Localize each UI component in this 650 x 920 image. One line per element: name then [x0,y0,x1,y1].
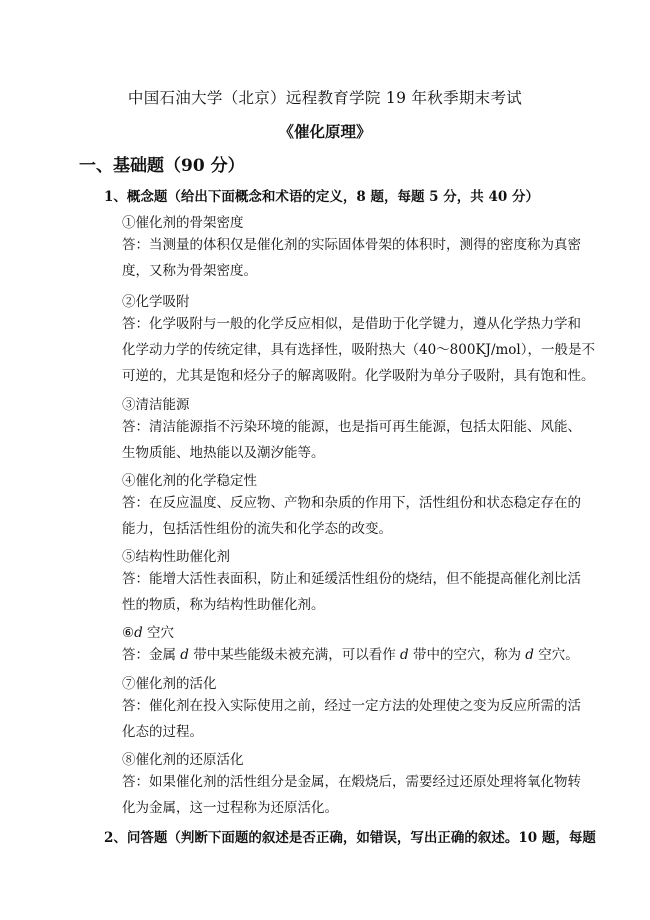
term-item-7: ⑦催化剂的活化 [122,676,217,692]
answer-line: 能力，包括活性组份的流失和化学态的改变。 [122,521,392,537]
answer-italic-d: d [180,647,189,663]
answer-text: 带中某些能级未被充满，可以看作 [188,647,401,663]
term-suffix: 空穴 [142,625,175,641]
course-title: 《催化原理》 [278,122,372,141]
exam-header-title: 中国石油大学（北京）远程教育学院 19 年秋季期末考试 [127,89,523,107]
term-prefix: ⑥ [122,625,135,641]
term-italic-d: d [134,625,143,641]
answer-item-1 [122,232,581,284]
term-item-4: ④催化剂的化学稳定性 [122,473,257,489]
answer-text: 答：金属 [122,647,181,663]
term-item-1: ①催化剂的骨架密度 [122,215,244,231]
question-1-heading: 1、概念题（给出下面概念和术语的定义，8 题，每题 5 分，共 40 分） [104,189,539,205]
term-item-2: ②化学吸附 [122,294,190,310]
answer-line: 可逆的，尤其是饱和烃分子的解离吸附。化学吸附为单分子吸附，具有饱和性。 [122,368,595,384]
term-item-5: ⑤结构性助催化剂 [122,549,230,565]
answer-line: 性的物质，称为结构性助催化剂。 [122,597,325,613]
answer-item-7 [122,693,581,745]
answer-line: 答：化学吸附与一般的化学反应相似，是借助于化学键力，遵从化学热力学和 [122,316,581,332]
answer-italic-d: d [525,647,534,663]
section-heading: 一、基础题（90 分） [79,156,245,176]
answer-item-8 [122,769,581,821]
answer-item-4 [122,490,581,542]
answer-item-2 [122,311,595,389]
answer-line: 答：催化剂在投入实际使用之前，经过一定方法的处理使之变为反应所需的活 [122,698,581,714]
answer-line: 化为金属，这一过程称为还原活化。 [122,800,338,816]
answer-line: 化态的过程。 [122,724,203,740]
answer-line: 化学动力学的传统定律，具有选择性，吸附热大（40～800KJ/mol），一般是不 [122,342,595,358]
answer-line: 答：在反应温度、反应物、产物和杂质的作用下，活性组份和状态稳定存在的 [122,495,581,511]
answer-italic-d: d [400,647,409,663]
answer-line: 答：如果催化剂的活性组分是金属，在煅烧后，需要经过还原处理将氧化物转 [122,774,581,790]
answer-item-5 [122,566,581,618]
term-item-3: ③清洁能源 [122,397,190,413]
answer-line: 答：能增大活性表面积，防止和延缓活性组份的烧结，但不能提高催化剂比活 [122,571,581,587]
answer-line [122,642,579,668]
answer-text: 空穴。 [533,647,579,663]
answer-line: 度，又称为骨架密度。 [122,263,257,279]
answer-line: 答：清洁能源指不污染环境的能源，也是指可再生能源，包括太阳能、风能、 [122,419,581,435]
answer-line: 答：当测量的体积仅是催化剂的实际固体骨架的体积时，测得的密度称为真密 [122,237,581,253]
term-item-6 [122,621,174,641]
question-2-heading: 2、问答题（判断下面题的叙述是否正确，如错误，写出正确的叙述。10 题，每题 [104,830,596,846]
answer-item-3 [122,414,581,466]
answer-text: 带中的空穴，称为 [408,647,526,663]
term-item-8: ⑧催化剂的还原活化 [122,752,244,768]
answer-line: 生物质能、地热能以及潮汐能等。 [122,445,325,461]
answer-item-6 [122,642,579,668]
